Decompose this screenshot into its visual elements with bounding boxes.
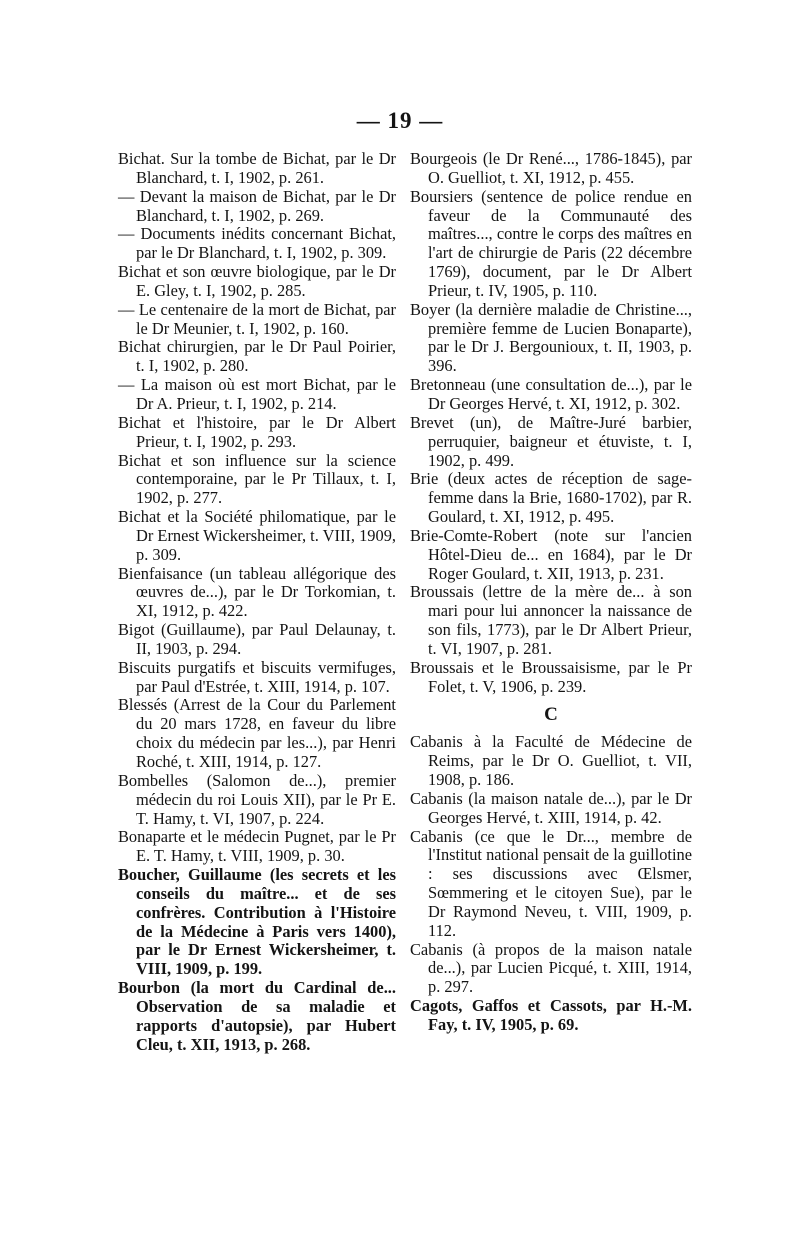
index-entry: Bichat chirurgien, par le Dr Paul Poirier, t. I, 1902, p. 280.	[118, 337, 396, 376]
index-entry: Cabanis (à propos de la maison natale de...), par Lucien Picqué, t. XIII, 1914, p. 297.	[410, 939, 692, 997]
index-entry: Bichat et son œuvre biologique, par le Dr E. Gley, t. I, 1902, p. 285.	[118, 262, 396, 300]
index-entry: Bourgeois (le Dr René..., 1786-1845), par O. Guelliot, t. XI, 1912, p. 455.	[410, 149, 692, 187]
index-entry: Brevet (un), de Maître-Juré barbier, perruquier, baigneur et étuviste, t. I, 1902, p. 499.	[410, 412, 692, 470]
left-column	[118, 150, 396, 1055]
index-entry: Bigot (Guillaume), par Paul Delaunay, t. II, 1903, p. 294.	[118, 620, 396, 658]
index-entry: — Devant la maison de Bichat, par le Dr Blanchard, t. I, 1902, p. 269.	[118, 186, 396, 225]
page-number: — 19 —	[356, 108, 444, 133]
index-entry: — Le centenaire de la mort de Bichat, par le Dr Meunier, t. I, 1902, p. 160.	[118, 299, 396, 338]
index-entry: Cagots, Gaffos et Cassots, par H.-M. Fay, t. IV, 1905, p. 69.	[410, 996, 692, 1034]
index-entry: Bombelles (Salomon de...), premier médecin du roi Louis XII), par le Pr E. T. Hamy, t. VI, 1907, p. 224.	[118, 770, 396, 828]
index-entry: Brie-Comte-Robert (note sur l'ancien Hôtel-Dieu de... en 1684), par le Dr Roger Goulard, t. XII, 1913, p. 231.	[410, 525, 692, 583]
index-entry: — La maison où est mort Bichat, par le Dr A. Prieur, t. I, 1902, p. 214.	[118, 375, 396, 413]
index-entry: Biscuits purgatifs et biscuits vermifuges, par Paul d'Estrée, t. XIII, 1914, p. 107.	[118, 657, 396, 696]
right-column	[410, 150, 692, 1035]
index-entry: Boucher, Guillaume (les secrets et les conseils du maître... et de ses confrères. Contribution à l'Histoire de la Médecine à Paris vers 1400), par le Dr Ernest Wickersheimer, t. VIII, 1909, p. 199.	[118, 865, 396, 979]
index-entry: Bichat et son influence sur la science contemporaine, par le Pr Tillaux, t. I, 1902, p. 277.	[118, 450, 396, 508]
index-entry: Bourbon (la mort du Cardinal de... Observation de sa maladie et rapports d'autopsie), par Hubert Cleu, t. XII, 1913, p. 268.	[118, 978, 396, 1054]
index-entry: Broussais et le Broussaisisme, par le Pr Folet, t. V, 1906, p. 239.	[410, 657, 692, 696]
index-entry: Blessés (Arrest de la Cour du Parlement du 20 mars 1728, en faveur du libre choix du médecin par les...), par Henri Roché, t. XIII, 1914, p. 127.	[118, 695, 396, 771]
index-entry: Cabanis (ce que le Dr..., membre de l'Institut national pensait de la guillotine : ses discussions avec Œlsmer, Sœmmering et le citoyen Sue), par le Dr Raymond Neveu, t. VIII, 1909, p. 112.	[410, 826, 692, 940]
index-entry: Bichat et l'histoire, par le Dr Albert Prieur, t. I, 1902, p. 293.	[118, 412, 396, 451]
index-entry: Cabanis à la Faculté de Médecine de Reims, par le Dr O. Guelliot, t. VII, 1908, p. 186.	[410, 732, 692, 789]
section-letter-c: C	[544, 704, 558, 726]
index-entry: Broussais (lettre de la mère de... à son mari pour lui annoncer la naissance de son fils, 1773), par le Dr Albert Prieur, t. VI, 1907, p. 281.	[410, 582, 692, 658]
index-entry: Bienfaisance (un tableau allégorique des œuvres de...), par le Dr Torkomian, t. XI, 1912, p. 422.	[118, 563, 396, 621]
index-entry: — Documents inédits concernant Bichat, par le Dr Blanchard, t. I, 1902, p. 309.	[118, 224, 396, 263]
index-entry: Bichat et la Société philomatique, par le Dr Ernest Wickersheimer, t. VIII, 1909, p. 309.	[118, 507, 396, 564]
index-entry: Cabanis (la maison natale de...), par le Dr Georges Hervé, t. XIII, 1914, p. 42.	[410, 788, 692, 827]
index-entry: Bichat. Sur la tombe de Bichat, par le Dr Blanchard, t. I, 1902, p. 261.	[118, 149, 396, 187]
index-entry: Brie (deux actes de réception de sage-femme dans la Brie, 1680-1702), par R. Goulard, t. XI, 1912, p. 495.	[410, 469, 692, 527]
index-entry: Bretonneau (une consultation de...), par le Dr Georges Hervé, t. XI, 1912, p. 302.	[410, 375, 692, 413]
index-entry: Bonaparte et le médecin Pugnet, par le Pr E. T. Hamy, t. VIII, 1909, p. 30.	[118, 827, 396, 866]
index-entry: Boyer (la dernière maladie de Christine..., première femme de Lucien Bonaparte), par le Dr J. Bergounioux, t. II, 1903, p. 396.	[410, 299, 692, 376]
index-entry: Boursiers (sentence de police rendue en faveur de la Communauté des maîtres..., contre le corps des maîtres en l'art de chirurgie de Paris (22 décembre 1769), document, par le Dr Albert Prieur, t. IV, 1905, p. 110.	[410, 186, 692, 300]
